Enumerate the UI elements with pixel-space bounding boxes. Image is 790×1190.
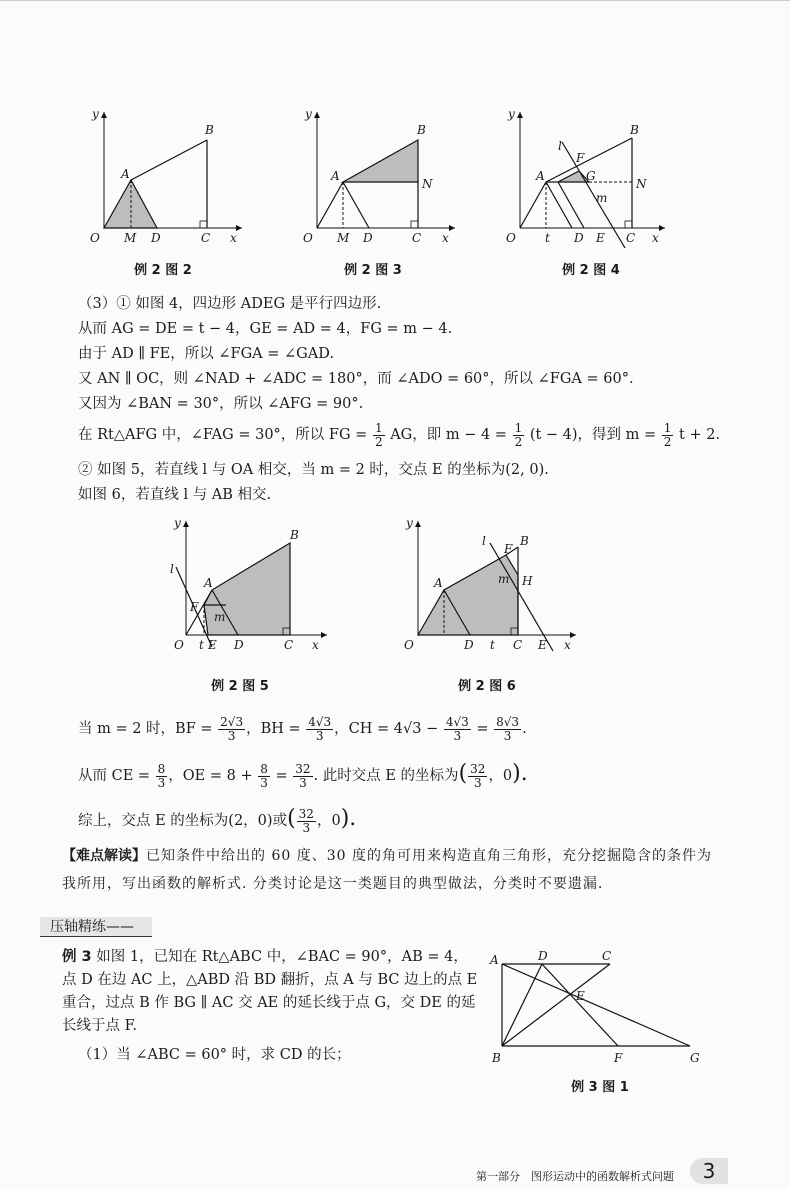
svg-text:N: N xyxy=(422,177,433,191)
svg-text:B: B xyxy=(492,1051,501,1065)
svg-text:B: B xyxy=(630,123,639,137)
solution-line-8: 如图 6，若直线 l 与 AB 相交. xyxy=(78,487,272,503)
fraction-oe1: $\frac{8}{3}$ xyxy=(260,761,268,790)
section-tag: 压轴精练—— xyxy=(40,917,152,937)
svg-text:F: F xyxy=(190,600,199,614)
svg-text:O: O xyxy=(506,231,516,245)
svg-text:x: x xyxy=(230,231,237,245)
svg-text:H: H xyxy=(522,574,533,588)
svg-text:D: D xyxy=(363,231,373,245)
fraction-half-2: $\frac{1}{2}$ xyxy=(514,420,523,449)
svg-text:B: B xyxy=(417,123,426,137)
svg-text:x: x xyxy=(312,638,319,652)
svg-text:O: O xyxy=(174,638,184,652)
svg-text:l: l xyxy=(482,534,486,548)
solution-line-11: 综上，交点 E 的坐标为(2，0)或( $\frac{32}{3}$ ，0). xyxy=(78,806,357,835)
solution-line-5: 又因为 ∠BAN = 30°，所以 ∠AFG = 90°. xyxy=(78,396,364,412)
svg-text:B: B xyxy=(290,528,299,542)
svg-text:A: A xyxy=(204,576,213,590)
difficulty-note xyxy=(62,842,712,898)
svg-text:M: M xyxy=(124,231,137,245)
note-label: 【难点解读】 xyxy=(62,848,146,864)
example-3-title: 例 3 xyxy=(62,949,92,965)
svg-text:C: C xyxy=(201,231,211,245)
solution-line-2: 从而 AG = DE = t − 4，GE = AD = 4，FG = m − 4. xyxy=(78,321,453,337)
svg-text:M: M xyxy=(337,231,350,245)
svg-text:A: A xyxy=(536,169,545,183)
svg-text:B: B xyxy=(205,123,214,137)
svg-text:N: N xyxy=(636,177,647,191)
svg-text:y: y xyxy=(174,516,181,530)
figure-3-1 xyxy=(488,950,708,1070)
figure-2-2 xyxy=(84,100,254,250)
solution-line-3: 由于 AD ∥ FE，所以 ∠FGA = ∠GAD. xyxy=(78,346,334,362)
example-3-text: 例 3 如图 1，已知在 Rt△ABC 中，∠BAC = 90°，AB = 4，点 D 在边 AC 上，△ABD 沿 BD 翻折，点 A 与 BC 边上的点 E 重合，过点 B 作 BG ∥ AC 交 AE 的延长线于点 G，交 DE 的延长线于点 F. xyxy=(62,949,478,1034)
footer-chapter-title: 第一部分 图形运动中的函数解析式问题 xyxy=(476,1170,674,1183)
note-text: 已知条件中给出的 60 度、30 度的角可用来构造直角三角形，充分挖掘隐含的条件为我所用，写出函数的解析式. 分类讨论是这一类题目的典型做法，分类时不要遗漏. xyxy=(62,848,712,892)
svg-text:D: D xyxy=(574,231,584,245)
figure-2-6 xyxy=(398,515,583,665)
svg-text:y: y xyxy=(508,107,515,121)
caption-fig2-2: 例 2 图 2 xyxy=(134,263,192,278)
fraction-half-1: $\frac{1}{2}$ xyxy=(374,420,383,449)
svg-text:l: l xyxy=(170,562,174,576)
svg-text:C: C xyxy=(626,231,636,245)
svg-text:m: m xyxy=(498,572,510,586)
svg-text:C: C xyxy=(412,231,422,245)
figure-2-5 xyxy=(162,515,337,665)
svg-text:x: x xyxy=(652,231,659,245)
solution-line-4: 又 AN ∥ OC，则 ∠NAD + ∠ADC = 180°，而 ∠ADO = 60°，所以 ∠FGA = 60°. xyxy=(78,371,634,387)
svg-text:y: y xyxy=(92,107,99,121)
top-rule xyxy=(0,0,790,1)
figure-2-3 xyxy=(285,100,460,250)
fraction-half-3: $\frac{1}{2}$ xyxy=(663,420,672,449)
page-number: 3 xyxy=(690,1158,728,1184)
caption-fig3-1: 例 3 图 1 xyxy=(571,1080,629,1095)
svg-text:A: A xyxy=(331,169,340,183)
fraction-bh: $\frac{4√3}{3}$ xyxy=(308,714,332,743)
svg-text:F: F xyxy=(504,542,513,556)
svg-text:m: m xyxy=(596,191,608,205)
svg-text:D: D xyxy=(151,231,161,245)
svg-text:C: C xyxy=(284,638,294,652)
svg-text:A: A xyxy=(490,953,499,967)
svg-text:B: B xyxy=(520,534,529,548)
svg-text:m: m xyxy=(214,610,226,624)
svg-text:C: C xyxy=(602,950,612,963)
fraction-oe2: $\frac{32}{3}$ xyxy=(295,761,311,790)
svg-text:G: G xyxy=(586,169,596,183)
fraction-ch2: $\frac{8√3}{3}$ xyxy=(496,714,520,743)
svg-text:E: E xyxy=(576,989,585,1003)
solution-line-6: 在 Rt△AFG 中，∠FAG = 30°，所以 FG = $\frac{1}{2}$ AG，即 m − 4 = $\frac{1}{2}$ (t − 4)，得到 m = $\frac{1}{2}$ t + 2. xyxy=(78,420,721,449)
svg-text:x: x xyxy=(564,638,571,652)
svg-text:O: O xyxy=(404,638,414,652)
solution-line-10: 从而 CE = $\frac{8}{3}$ ，OE = 8 + $\frac{8}{3}$ = $\frac{32}{3}$ . 此时交点 E 的坐标为( $\frac{32}{3}$ ，0). xyxy=(78,761,528,790)
fraction-bf: $\frac{2√3}{3}$ xyxy=(220,714,244,743)
svg-text:C: C xyxy=(513,638,523,652)
caption-fig2-6: 例 2 图 6 xyxy=(458,679,516,694)
svg-text:y: y xyxy=(305,107,312,121)
svg-text:l: l xyxy=(558,139,562,153)
svg-text:A: A xyxy=(434,576,443,590)
svg-text:A: A xyxy=(121,167,130,181)
svg-text:D: D xyxy=(234,638,244,652)
svg-text:y: y xyxy=(406,516,413,530)
svg-text:t: t xyxy=(490,638,495,652)
fraction-ce: $\frac{8}{3}$ xyxy=(157,761,166,790)
fraction-point-2: $\frac{32}{3}$ xyxy=(298,806,314,835)
fraction-point-1: $\frac{32}{3}$ xyxy=(470,761,486,790)
fraction-ch1: $\frac{4√3}{3}$ xyxy=(445,714,469,743)
svg-text:E: E xyxy=(538,638,547,652)
caption-fig2-4: 例 2 图 4 xyxy=(562,263,620,278)
svg-text:O: O xyxy=(90,231,100,245)
example-3-question-1: （1）当 ∠ABC = 60° 时，求 CD 的长； xyxy=(78,1047,351,1063)
svg-text:D: D xyxy=(464,638,474,652)
figure-2-4 xyxy=(500,100,675,250)
svg-text:F: F xyxy=(614,1051,623,1065)
svg-text:t: t xyxy=(545,231,550,245)
svg-text:t: t xyxy=(199,638,204,652)
svg-text:F: F xyxy=(576,151,585,165)
solution-line-7: ② 如图 5，若直线 l 与 OA 相交，当 m = 2 时，交点 E 的坐标为(2, 0). xyxy=(78,462,549,478)
svg-text:O: O xyxy=(303,231,313,245)
solution-line-9: 当 m = 2 时，BF = $\frac{2√3}{3}$ ，BH = $\frac{4√3}{3}$ ，CH = 4√3 − $\frac{4√3}{3}$ = $\frac{8√3}{3}$ . xyxy=(78,714,527,743)
solution-line-1: （3）① 如图 4，四边形 ADEG 是平行四边形. xyxy=(78,296,382,312)
svg-text:G: G xyxy=(690,1051,700,1065)
svg-text:E: E xyxy=(208,638,217,652)
svg-text:D: D xyxy=(538,950,548,963)
svg-text:x: x xyxy=(442,231,449,245)
svg-text:E: E xyxy=(596,231,605,245)
caption-fig2-5: 例 2 图 5 xyxy=(211,679,269,694)
caption-fig2-3: 例 2 图 3 xyxy=(344,263,402,278)
